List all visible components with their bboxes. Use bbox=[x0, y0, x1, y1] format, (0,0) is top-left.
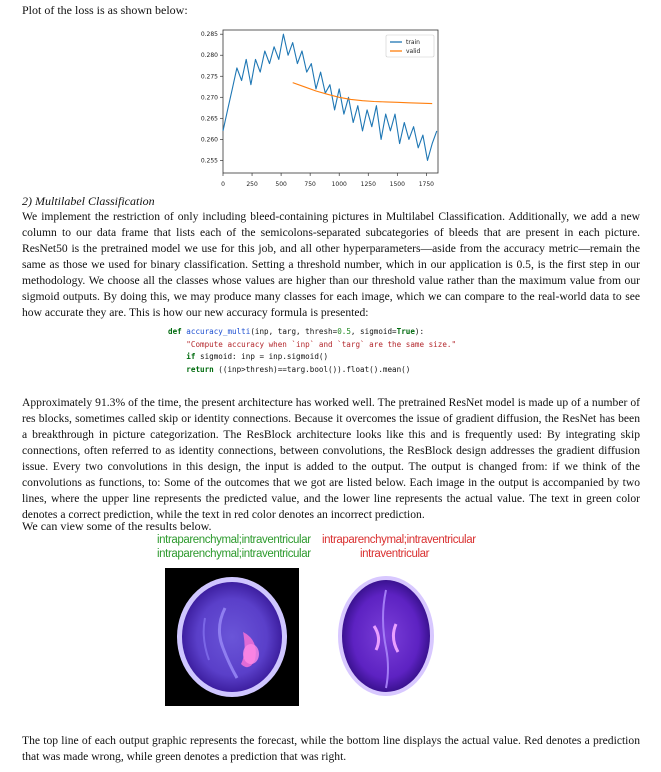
result-2-actual: intraventricular bbox=[360, 548, 430, 560]
code-true-literal: True bbox=[396, 327, 415, 336]
code-block bbox=[168, 326, 456, 376]
x-tick-label: 0 bbox=[221, 181, 225, 188]
code-threshold-value: 0.5 bbox=[337, 327, 351, 336]
code-function-name: accuracy_multi bbox=[186, 327, 251, 336]
legend-label-valid: valid bbox=[406, 48, 421, 55]
paragraph-conclusion: The top line of each output graphic represents the forecast, while the bottom line displays the actual value. Red denotes a prediction that was made wrong, while green denotes a prediction that was right. bbox=[22, 734, 640, 763]
legend-label-train: train bbox=[406, 39, 420, 46]
loss-chart-svg bbox=[168, 20, 446, 188]
result-panel-1 bbox=[157, 534, 317, 709]
y-tick-label: 0.285 bbox=[200, 31, 218, 39]
loss-chart bbox=[168, 20, 446, 188]
paragraph-multilabel: We implement the restriction of only including bleed-containing pictures in Multilabel Classification. Additionally, we add a new column to our data frame that lists each of the semicolons-separated subcategories of bleeds that are present in each picture. ResNet50 is the pretrained model we use for this job, and all other hyperparameters—aside from the accuracy metric—remain the same as those we used for binary classification. Setting a threshold number, which in our application is 0.5, is the first step in our methodology. We choose all the classes whose values are higher than our threshold value rather than the maximum value from our sigmoid outputs. By doing this, we may produce many classes for each image, which we can compare to the real-world data to see how accurate they are. This is how our new accuracy formula is presented: bbox=[22, 210, 640, 319]
brain-ct-scan-2 bbox=[330, 568, 442, 704]
code-signature-c: ): bbox=[414, 327, 425, 336]
code-keyword-def: def bbox=[168, 327, 182, 336]
result-1-prediction: intraparenchymal;intraventricular bbox=[157, 534, 311, 546]
y-tick-label: 0.275 bbox=[200, 73, 218, 81]
x-tick-label: 500 bbox=[275, 181, 287, 188]
x-tick-label: 1250 bbox=[360, 181, 376, 188]
code-keyword-return: return bbox=[186, 364, 214, 374]
y-tick-label: 0.270 bbox=[200, 94, 218, 102]
y-tick-label: 0.280 bbox=[200, 52, 218, 60]
result-panel-2 bbox=[322, 534, 487, 709]
result-1-actual: intraparenchymal;intraventricular bbox=[157, 548, 311, 560]
code-if-body: sigmoid: inp = inp.sigmoid() bbox=[195, 352, 329, 361]
paragraph-resnet: Approximately 91.3% of the time, the present architecture has worked well. The pretrained ResNet model is made up of a number of res blocks, sometimes called skip or identity connections. Because it overcomes the issue of gradient diffusion, the ResNet has been a breakthrough in picture categorization. The ResBlock architecture looks like this and is frequently used: By integrating skip connections, often referred to as identity connections, between convolutions, the ResBlock design addresses the gradient diffusion issue. Every two convolutions in this design, the input is added to the output. The output is changed from: if we think of the convolutions as functions, to: Some of the outcomes that we got are listed below. Each image in the output is accompanied by two lines, where the upper line represents the predicted value, and the lower line represents the actual value. The text in green color denotes a correct prediction, while the text in red color denotes an incorrect prediction. bbox=[22, 396, 640, 521]
results-lead: We can view some of the results below. bbox=[22, 519, 212, 533]
result-2-prediction: intraparenchymal;intraventricular bbox=[322, 534, 476, 546]
y-tick-label: 0.255 bbox=[200, 157, 218, 165]
intro-text: Plot of the loss is as shown below: bbox=[22, 3, 188, 17]
code-return-body: ((inp>thresh)==targ.bool()).float().mean() bbox=[213, 364, 411, 374]
x-tick-label: 1750 bbox=[418, 181, 435, 188]
x-tick-label: 1500 bbox=[389, 181, 405, 188]
x-tick-label: 250 bbox=[246, 181, 258, 188]
code-docstring: "Compute accuracy when `inp` and `targ` are the same size." bbox=[186, 339, 457, 349]
y-tick-label: 0.260 bbox=[200, 136, 218, 144]
x-tick-label: 1000 bbox=[331, 181, 347, 188]
brain-ct-scan-1 bbox=[165, 568, 299, 706]
code-keyword-if: if bbox=[186, 352, 196, 361]
y-tick-label: 0.265 bbox=[200, 115, 218, 123]
code-signature-b: , sigmoid= bbox=[350, 327, 397, 336]
code-signature-a: (inp, targ, thresh= bbox=[250, 327, 338, 336]
x-tick-label: 750 bbox=[304, 181, 316, 188]
section-heading: 2) Multilabel Classification bbox=[22, 194, 155, 208]
